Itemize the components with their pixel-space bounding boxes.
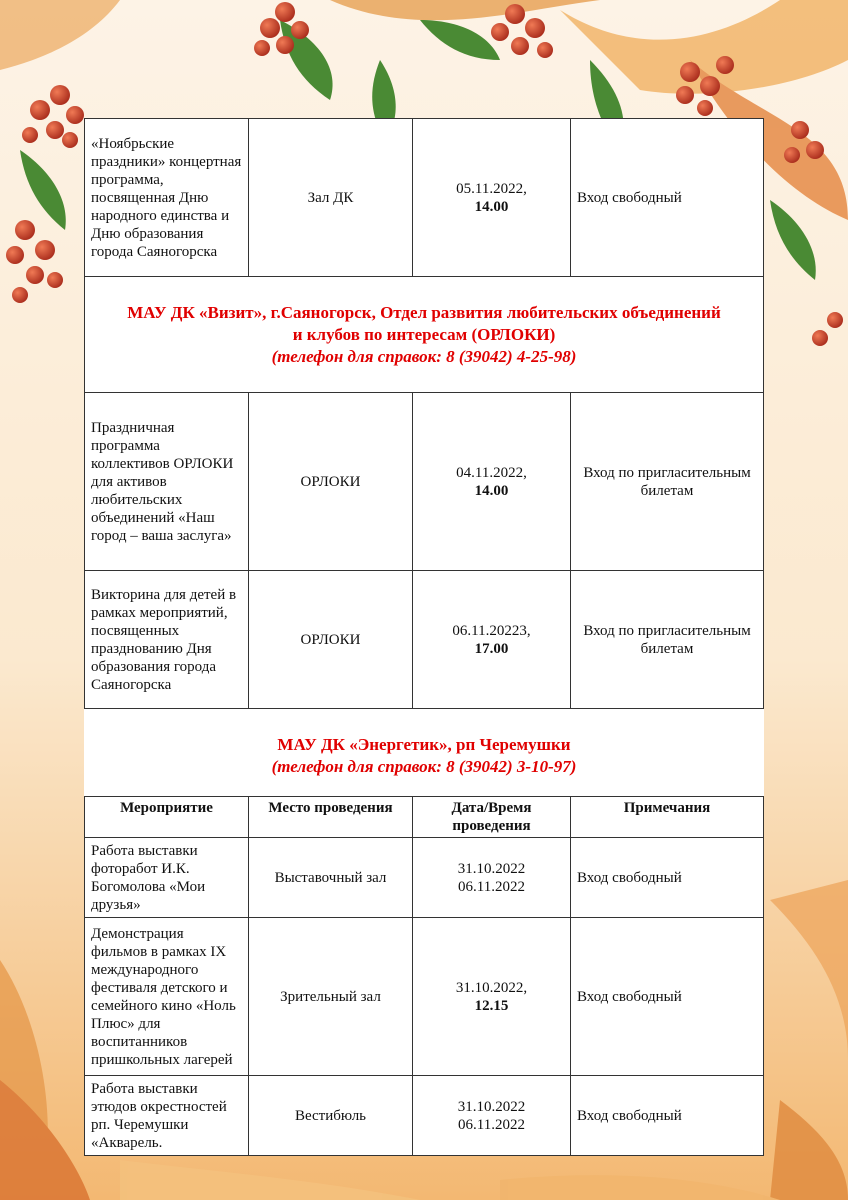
event-date: 05.11.2022, <box>456 180 527 197</box>
column-header: Примечания <box>571 797 764 838</box>
event-time: 14.00 <box>474 198 509 215</box>
event-name: Викторина для детей в рамках мероприятий, посвященных празднованию Дня образования города Саяногорска <box>85 571 249 709</box>
events-table-top <box>84 118 764 709</box>
section-title: МАУ ДК «Энергетик», рп Черемушки <box>277 735 571 754</box>
table-row <box>85 838 764 918</box>
event-date-end: 06.11.2022 <box>458 1116 525 1133</box>
event-name: Праздничная программа коллективов ОРЛОКИ для активов любительских объединений «Наш город – ваша заслуга» <box>85 393 249 571</box>
column-header: Место проведения <box>249 797 413 838</box>
event-place: Зал ДК <box>249 119 413 277</box>
table-row <box>85 1076 764 1156</box>
event-datetime <box>413 119 571 277</box>
event-time: 14.00 <box>474 482 509 499</box>
section-phone: (телефон для справок: 8 (39042) 4-25-98) <box>271 346 577 366</box>
event-time: 12.15 <box>474 997 509 1014</box>
table-row <box>85 571 764 709</box>
event-date: 31.10.2022, <box>455 979 528 996</box>
event-note: Вход по пригласительным билетам <box>571 571 764 709</box>
section-phone: (телефон для справок: 8 (39042) 3-10-97) <box>271 757 577 776</box>
event-place: Выставочный зал <box>249 838 413 918</box>
event-place: ОРЛОКИ <box>249 393 413 571</box>
table-row <box>85 918 764 1076</box>
event-name: Работа выставки этюдов окрестностей рп. Черемушки «Акварель. <box>85 1076 249 1156</box>
event-datetime <box>413 393 571 571</box>
event-date: 04.11.2022, <box>456 464 527 481</box>
event-note: Вход свободный <box>571 1076 764 1156</box>
section-heading-energetik <box>84 734 764 778</box>
event-place: Зрительный зал <box>249 918 413 1076</box>
event-name: Работа выставки фоторабот И.К. Богомолова «Мои друзья» <box>85 838 249 918</box>
event-time: 17.00 <box>474 640 509 657</box>
table-row <box>85 393 764 571</box>
event-note: Вход свободный <box>571 119 764 277</box>
event-datetime <box>413 571 571 709</box>
event-name: Демонстрация фильмов в рамках IX международного фестиваля детского и семейного кино «Ноль Плюс» для воспитанников пришкольных лагерей <box>85 918 249 1076</box>
event-place: ОРЛОКИ <box>249 571 413 709</box>
section-header <box>85 277 764 393</box>
event-datetime <box>413 918 571 1076</box>
column-header: Мероприятие <box>85 797 249 838</box>
section-title: МАУ ДК «Визит», г.Саяногорск, Отдел развития любительских объединений и клубов по интересам (ОРЛОКИ) <box>127 302 721 344</box>
event-date: 31.10.2022 <box>457 1098 526 1115</box>
events-table-energetik <box>84 796 764 1156</box>
event-place: Вестибюль <box>249 1076 413 1156</box>
column-header: Дата/Время проведения <box>413 797 571 838</box>
event-date: 31.10.2022 <box>457 860 526 877</box>
table-header-row <box>85 797 764 838</box>
event-date-end: 06.11.2022 <box>458 878 525 895</box>
event-datetime <box>413 1076 571 1156</box>
event-note: Вход свободный <box>571 838 764 918</box>
event-note: Вход свободный <box>571 918 764 1076</box>
event-note: Вход по пригласительным билетам <box>571 393 764 571</box>
section-header-row <box>85 277 764 393</box>
table-row <box>85 119 764 277</box>
event-datetime <box>413 838 571 918</box>
event-name: «Ноябрьские праздники» концертная программа, посвященная Дню народного единства и Дню образования города Саяногорска <box>85 119 249 277</box>
event-date: 06.11.20223, <box>452 622 531 639</box>
